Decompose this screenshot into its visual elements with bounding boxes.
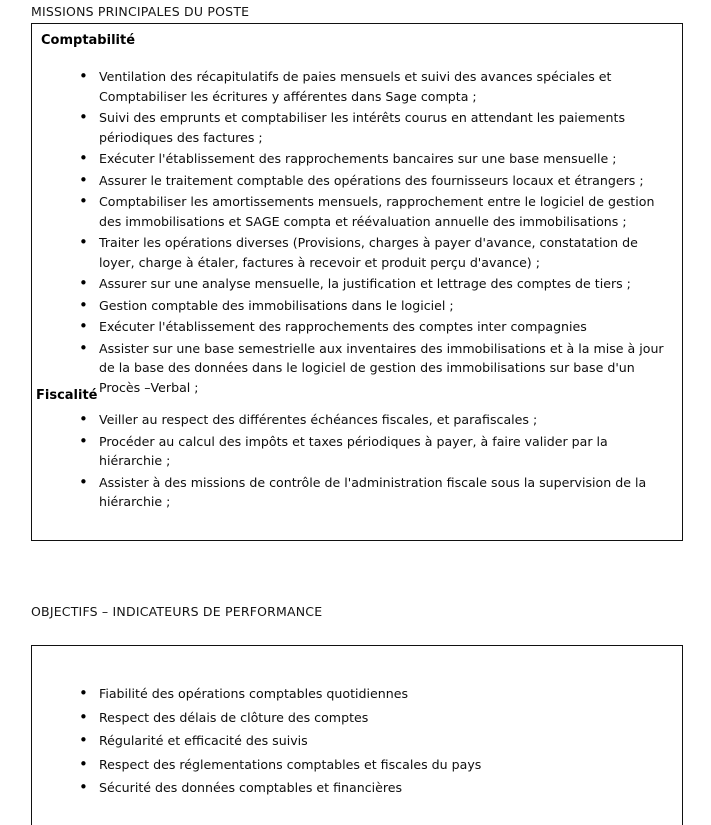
list-item: • Assister à des missions de contrôle de l'administration fiscale sous la supervision de la hiérarchie ;: [73, 473, 667, 512]
section-heading-missions: MISSIONS PRINCIPALES DU POSTE: [31, 4, 250, 19]
subheading-comptabilite: Comptabilité: [41, 33, 136, 48]
fiscalite-list: [73, 410, 667, 514]
list-item: • Suivi des emprunts et comptabiliser les intérêts courus en attendant les paiements périodiques des factures ;: [73, 108, 667, 147]
missions-box: [31, 23, 683, 541]
list-item: • Assurer sur une analyse mensuelle, la justification et lettrage des comptes de tiers ;: [73, 274, 667, 294]
list-item: • Fiabilité des opérations comptables quotidiennes: [73, 684, 633, 704]
list-item: • Procéder au calcul des impôts et taxes périodiques à payer, à faire valider par la hiérarchie ;: [73, 432, 667, 471]
section-heading-objectifs: OBJECTIFS – INDICATEURS DE PERFORMANCE: [31, 604, 323, 619]
list-item: • Exécuter l'établissement des rapprochements bancaires sur une base mensuelle ;: [73, 149, 667, 169]
list-item: • Traiter les opérations diverses (Provisions, charges à payer d'avance, constatation de loyer, charge à étaler, factures à recevoir et produit perçu d'avance) ;: [73, 233, 667, 272]
list-item: • Régularité et efficacité des suivis: [73, 731, 633, 751]
list-item: • Gestion comptable des immobilisations dans le logiciel ;: [73, 296, 667, 316]
list-item: • Ventilation des récapitulatifs de paies mensuels et suivi des avances spéciales et Comptabiliser les écritures y afférentes dans Sage compta ;: [73, 67, 667, 106]
subheading-fiscalite: Fiscalité: [36, 388, 98, 403]
list-item: • Respect des délais de clôture des comptes: [73, 708, 633, 728]
list-item: • Sécurité des données comptables et financières: [73, 778, 633, 798]
comptabilite-list: [73, 67, 667, 399]
list-item: • Assister sur une base semestrielle aux inventaires des immobilisations et à la mise à jour de la base des données dans le logiciel de gestion des immobilisations sur base d'un Procès –Verbal ;: [73, 339, 667, 398]
objectifs-box: [31, 645, 683, 825]
list-item: • Respect des réglementations comptables et fiscales du pays: [73, 755, 633, 775]
list-item: • Assurer le traitement comptable des opérations des fournisseurs locaux et étrangers ;: [73, 171, 667, 191]
list-item: • Exécuter l'établissement des rapprochements des comptes inter compagnies: [73, 317, 667, 337]
list-item: • Veiller au respect des différentes échéances fiscales, et parafiscales ;: [73, 410, 667, 430]
list-item: • Comptabiliser les amortissements mensuels, rapprochement entre le logiciel de gestion des immobilisations et SAGE compta et réévaluation annuelle des immobilisations ;: [73, 192, 667, 231]
objectifs-list: [73, 684, 633, 802]
